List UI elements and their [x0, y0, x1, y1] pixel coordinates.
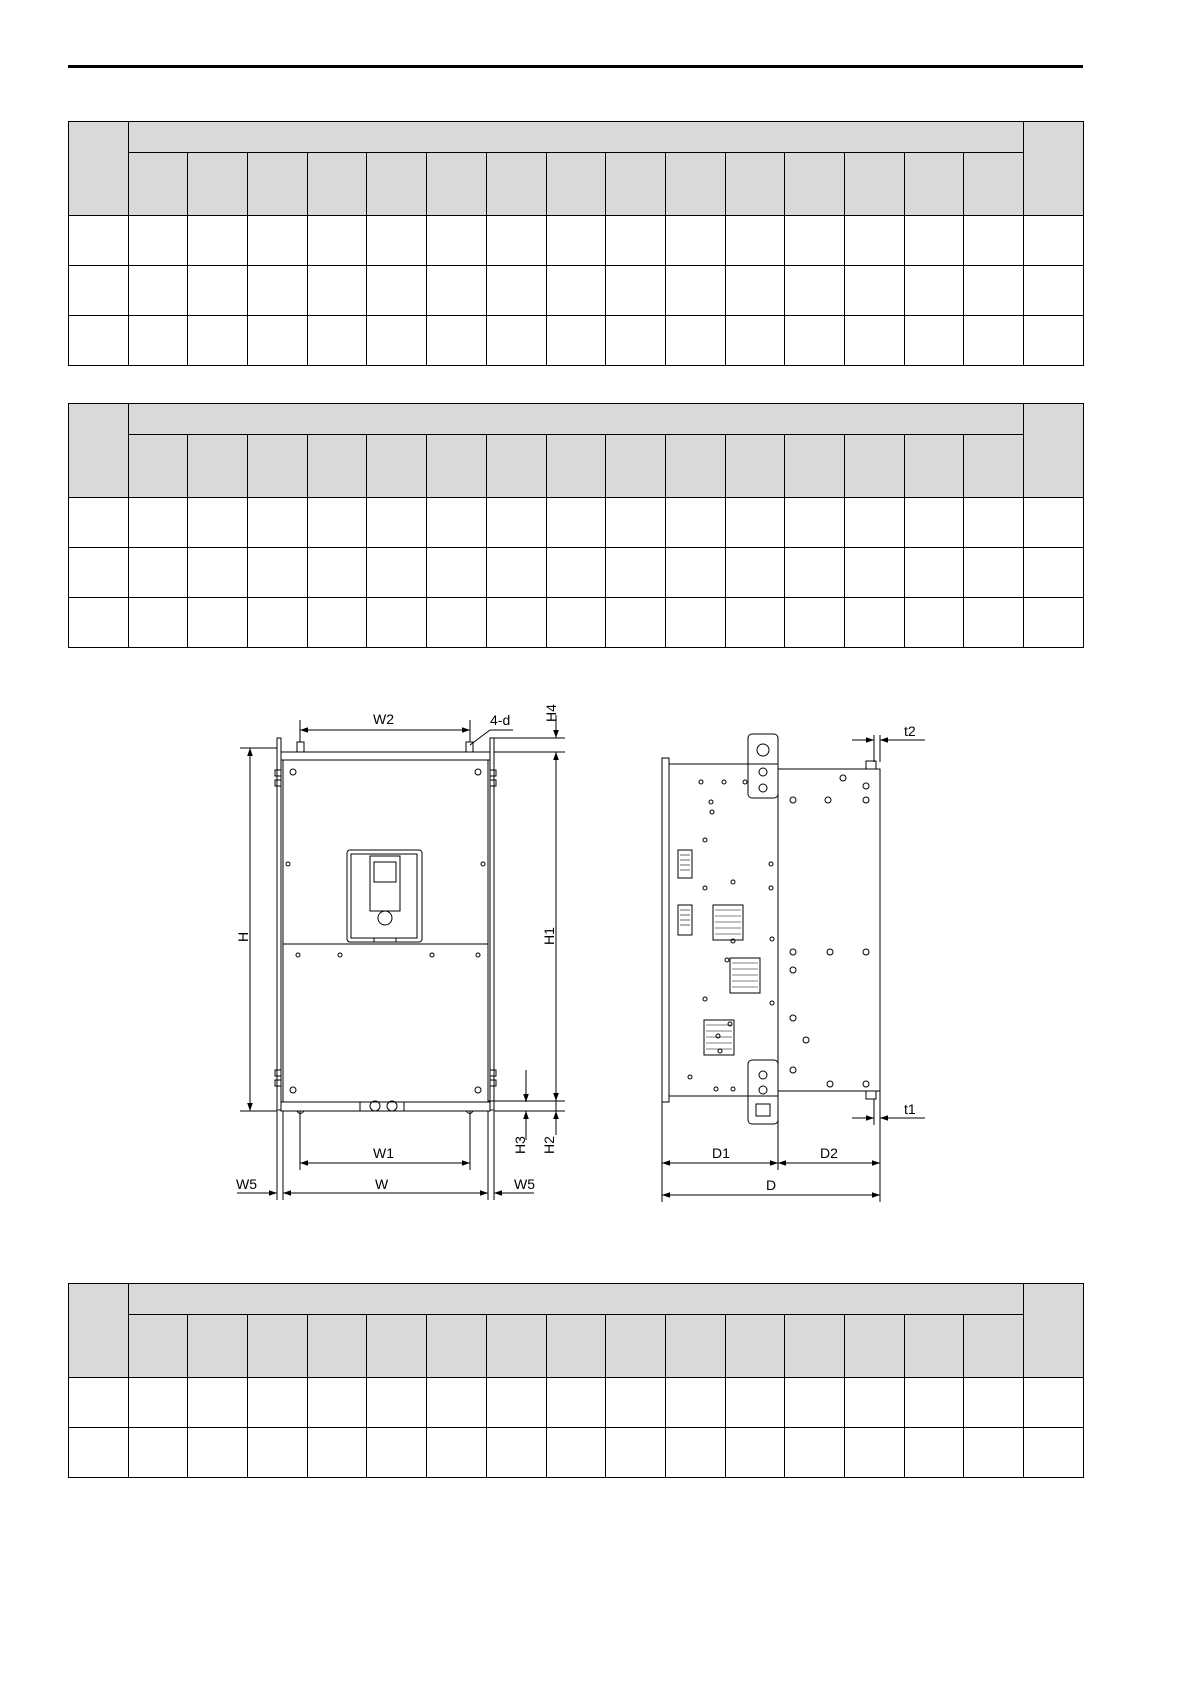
h3-label: H3	[512, 1136, 528, 1154]
bolt-icon	[759, 768, 767, 776]
keypad-display	[374, 862, 396, 882]
h4-label: H4	[543, 704, 559, 722]
back-plate	[662, 758, 669, 1102]
left-bracket	[277, 738, 281, 1110]
bolt-icon	[286, 769, 485, 1093]
w1-label: W1	[373, 1145, 394, 1161]
bolt-icon	[759, 1086, 767, 1094]
lifting-eye-icon	[757, 744, 769, 756]
keypad-housing	[347, 850, 422, 942]
keypad-base	[374, 938, 396, 942]
bottom-flange	[281, 1102, 490, 1111]
w2-label: W2	[373, 711, 394, 727]
t2-label: t2	[904, 723, 916, 739]
w5-right-label: W5	[514, 1176, 535, 1192]
side-bolts	[275, 770, 496, 1086]
lifting-bracket-bottom	[748, 1060, 778, 1124]
w5-left-label: W5	[236, 1176, 257, 1192]
h2-label: H2	[541, 1136, 557, 1154]
bracket-clip	[756, 1104, 770, 1116]
top-flange	[281, 752, 490, 760]
main-section	[669, 764, 778, 1096]
bolt-icon	[759, 1071, 767, 1079]
front-view-dimensions	[237, 715, 565, 1200]
front-view	[275, 738, 496, 1114]
h1-label: H1	[541, 927, 557, 945]
top-tab	[866, 761, 876, 769]
holes-label: 4-d	[490, 712, 511, 728]
side-view-dimensions	[662, 735, 925, 1202]
h-label: H	[235, 931, 251, 942]
heatsink-section	[778, 769, 880, 1091]
bolt-icon	[759, 784, 767, 792]
d1-label: D1	[712, 1145, 730, 1161]
side-view	[662, 734, 880, 1124]
keypad-dial-icon	[378, 911, 392, 925]
t1-label: t1	[904, 1101, 916, 1117]
mounting-hole-icon	[297, 742, 304, 752]
drive-body	[283, 760, 488, 1102]
vent-grille	[678, 850, 760, 1055]
d2-label: D2	[820, 1145, 838, 1161]
bottom-tab	[866, 1091, 876, 1099]
w-label: W	[375, 1176, 389, 1192]
right-bracket	[490, 738, 494, 1110]
d-label: D	[766, 1177, 777, 1193]
